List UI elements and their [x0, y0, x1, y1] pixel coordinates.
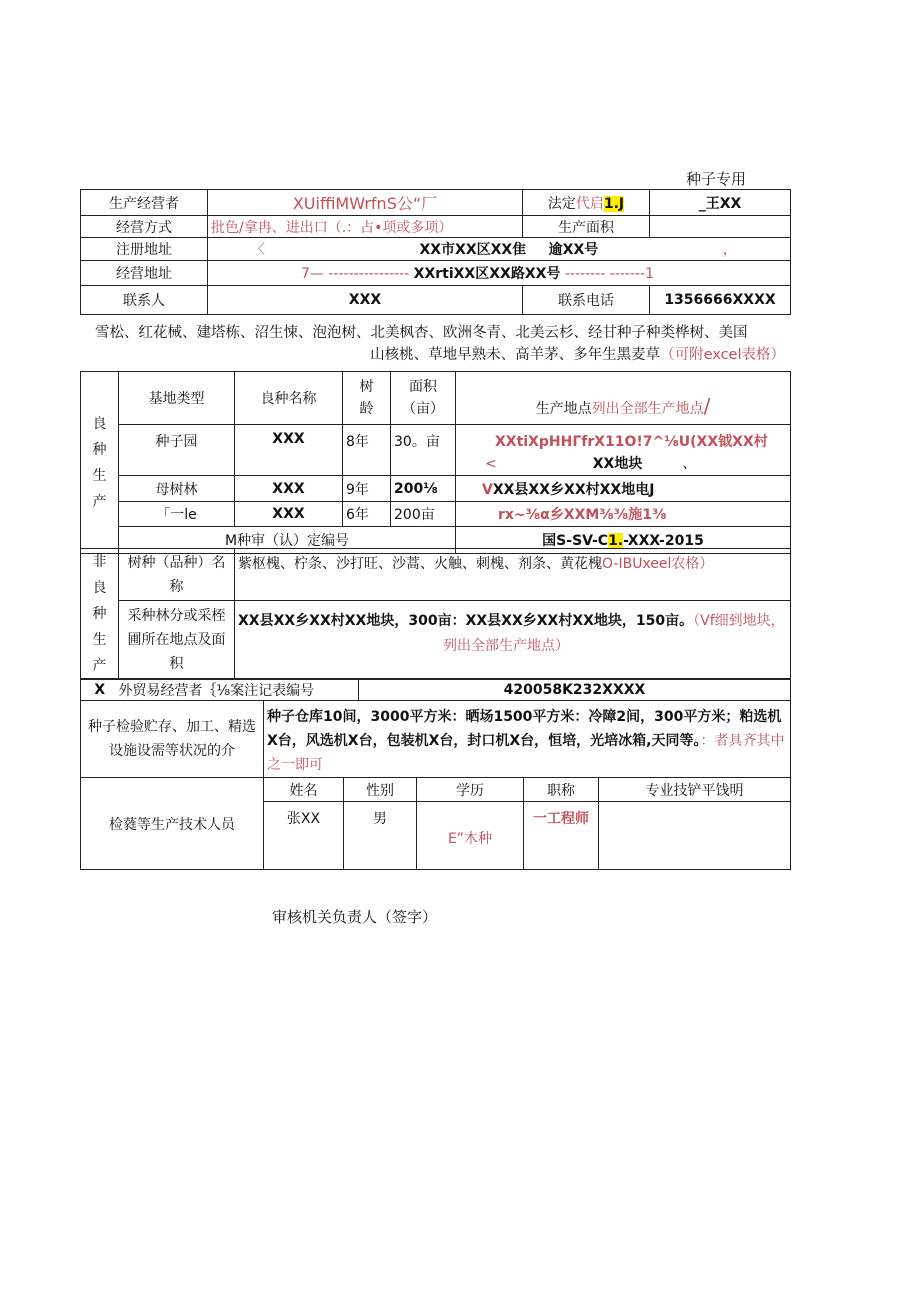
- trade-value: 420058K232XXXX: [359, 679, 791, 701]
- species-list-note: （可附excel表格）: [660, 347, 785, 363]
- species-name-note: O-IBUxeel农格）: [602, 556, 714, 572]
- row-3-age: 6年: [343, 502, 391, 527]
- facility-value: [264, 701, 791, 778]
- registered-address-label: 注册地址: [81, 238, 208, 261]
- legal-rep-value: _王XX: [650, 190, 791, 216]
- trade-label: 外贸易经营者｛⅛案注记表编号: [119, 679, 359, 701]
- species-name-value: [235, 549, 791, 601]
- mode-label: 经营方式: [81, 216, 208, 238]
- registered-address-value: [208, 238, 791, 261]
- good-seed-table: [80, 371, 791, 554]
- facility-label: 种子检验贮存、加工、精选设施设需等状况的介: [81, 701, 264, 778]
- staff-col-proof-text: 专业技铲平饯明: [645, 782, 744, 799]
- row-2-place-a: V: [482, 481, 493, 498]
- row-2-type: 母树林: [119, 476, 235, 502]
- registered-address-text2: 逾XX号: [548, 242, 599, 258]
- species-list-line-1: 雪松、红花械、建塔栋、沼生悚、泡泡树、北美枫杏、欧洲冬青、北美云杉、经甘种子种类桦树、美国: [95, 325, 748, 341]
- signature-label: 审核机关负责人（签字）: [272, 908, 438, 926]
- non-good-seed-table: [80, 548, 791, 680]
- legal-rep-label-highlight: 1.J: [603, 195, 625, 212]
- row-2-place-b: XX县XX乡XX村XX地电J: [492, 481, 655, 498]
- staff-proof: [599, 802, 791, 870]
- cert-number-label: M种审（认）定编号: [119, 527, 456, 554]
- mode-value: 批色/拿冉、进出口（.：占•项或多项）: [208, 216, 523, 238]
- row-1-area: 30。亩: [391, 425, 456, 476]
- business-address-value: [208, 261, 791, 286]
- cert-number-highlight: 1.: [608, 533, 624, 549]
- species-list-line-2: [370, 343, 785, 364]
- species-name-text: 紫枢槐、柠条、沙打旺、沙蒿、火触、刺槐、剂条、黄花槐: [238, 556, 602, 572]
- business-address-dashes-1: ----------------: [328, 266, 410, 282]
- contact-value: XXX: [208, 286, 523, 315]
- species-name-label: 树种（品种）名称: [119, 549, 235, 601]
- row-1-type: 种子园: [119, 425, 235, 476]
- staff-col-education: 学历: [417, 778, 524, 802]
- phone-label: 联系电话: [523, 286, 650, 315]
- business-address-dashes-2: --------: [564, 266, 606, 282]
- row-1-place-tail: 、: [682, 456, 697, 472]
- producer-label: 生产经营者: [81, 190, 208, 216]
- facility-note: 者具齐其中之一即可: [267, 733, 785, 773]
- staff-name: 张XX: [264, 802, 344, 870]
- legal-rep-label-a: 法定: [547, 195, 576, 212]
- col-production-place-mark: /: [703, 394, 711, 418]
- row-3-name: XXX: [235, 502, 343, 527]
- collection-place-value: [235, 601, 791, 680]
- cert-number-b: -XXX-2015: [623, 533, 704, 549]
- row-1-age: 8年: [343, 425, 391, 476]
- registered-address-mark: 〈: [251, 242, 265, 258]
- cert-number-a: 国S-SV-C: [542, 533, 609, 549]
- area-label: 生产面积: [523, 216, 650, 238]
- row-3-place: rx~⅜α乡XXM⅜⅜施1⅜: [456, 502, 791, 527]
- staff-table: [80, 777, 791, 870]
- row-2-area: 200⅛: [391, 476, 456, 502]
- col-area: 面积（亩）: [391, 372, 456, 425]
- staff-education: E”木种: [417, 802, 524, 870]
- col-variety-name: 良种名称: [235, 372, 343, 425]
- business-address-prefix: 7—: [301, 266, 324, 282]
- facility-tail: ：: [700, 733, 715, 749]
- row-2-name: XXX: [235, 476, 343, 502]
- collection-place-note-1: （Vf细到地块，: [693, 613, 785, 630]
- staff-col-proof: [599, 778, 791, 802]
- non-good-seed-side-label: 非良种生产: [81, 549, 119, 680]
- business-address-text: XXrtiXX区XX路XX号: [413, 266, 561, 282]
- col-base-type: 基地类型: [119, 372, 235, 425]
- area-value: [650, 216, 791, 238]
- form-category-label: 种子专用: [686, 170, 747, 188]
- row-2-age: 9年: [343, 476, 391, 502]
- row-1-place-mark: <: [485, 456, 497, 472]
- row-1-place-text: XXtiXpHHΓfrX11O!7^⅛U(XX钺XX村: [495, 434, 768, 450]
- legal-rep-label: [523, 190, 650, 216]
- row-1-name: XXX: [235, 425, 343, 476]
- trade-table: [80, 678, 791, 701]
- row-1-place-text-2: XX地块: [592, 456, 643, 472]
- collection-place-note-2: 列出全部生产地点）: [443, 638, 569, 655]
- facility-text: 种子仓库10间，3000平方米：晒场1500平方米：冷障2间，300平方米；粕选机X台，风选机X台，包装机X台，封口机X台，恒培，光培冰箱,天同等。: [267, 709, 782, 749]
- registered-address-text: XX市XX区XX隹: [419, 242, 527, 258]
- species-list-text-2: 山核桃、草地早熟未、高羊茅、多年生黑麦草: [370, 347, 661, 363]
- collection-place-text: XX县XX乡XX村XX地块，300亩：XX县XX乡XX村XX地块，150亩。: [238, 613, 694, 630]
- staff-col-name: 姓名: [264, 778, 344, 802]
- legal-rep-label-b: 代启: [575, 195, 604, 212]
- staff-label: 检蕤等生产技术人员: [81, 778, 264, 870]
- row-3-area: 200亩: [391, 502, 456, 527]
- phone-value: 1356666XXXX: [650, 286, 791, 315]
- row-1-place: [456, 425, 791, 476]
- registered-address-tail: ，: [722, 242, 737, 258]
- collection-place-label: 采种林分或采桎圃所在地点及面积: [119, 601, 235, 680]
- producer-value: XUiffiMWrfnS公“厂: [208, 190, 523, 216]
- contact-label: 联系人: [81, 286, 208, 315]
- business-address-label: 经营地址: [81, 261, 208, 286]
- col-production-place-note: 列出全部生产地点: [591, 401, 704, 417]
- staff-gender: 男: [344, 802, 417, 870]
- col-tree-age: 树龄: [343, 372, 391, 425]
- staff-title: 一工程师: [524, 802, 599, 870]
- col-production-place-label: 生产地点: [535, 401, 592, 417]
- col-production-place: [456, 372, 791, 425]
- facility-table: [80, 700, 791, 778]
- staff-col-title: 职称: [524, 778, 599, 802]
- operator-info-table: [80, 189, 791, 315]
- staff-col-gender: 性别: [344, 778, 417, 802]
- trade-mark: X: [81, 679, 119, 701]
- good-seed-side-label: 良种生产: [81, 372, 119, 554]
- business-address-dashes-3: -------1: [609, 266, 655, 282]
- row-3-type: 「一le: [119, 502, 235, 527]
- row-2-place: [456, 476, 791, 502]
